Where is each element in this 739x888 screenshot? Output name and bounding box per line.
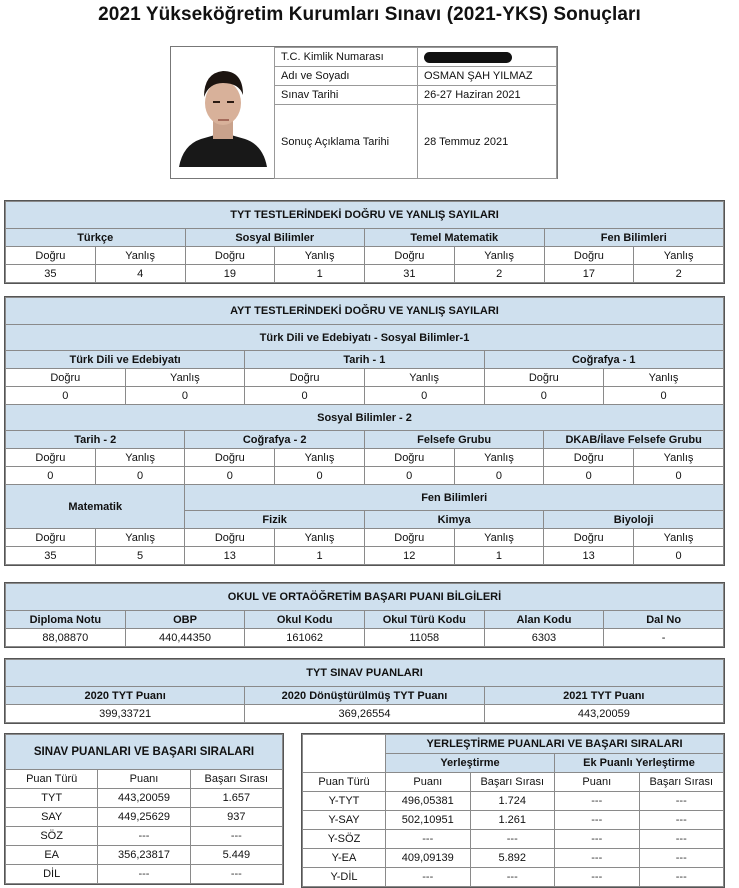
okul-section <box>4 582 725 648</box>
puan-value: 496,05381 <box>386 792 471 811</box>
tyt-puan-header: 2020 Dönüştürülmüş TYT Puanı <box>245 687 484 705</box>
ek-puan-value: --- <box>555 868 640 887</box>
tyt-test-name: Sosyal Bilimler <box>185 229 365 247</box>
tyt-puan-header: 2020 TYT Puanı <box>6 687 245 705</box>
yanlis-label: Yanlış <box>275 247 365 265</box>
matematik-label: Matematik <box>6 485 185 529</box>
basari-sirasi: --- <box>470 830 555 849</box>
candidate-photo <box>171 47 275 178</box>
ayt-test-name: Coğrafya - 2 <box>185 431 364 449</box>
yanlis-value: 5 <box>95 547 185 565</box>
puan-value: --- <box>98 865 190 884</box>
okul-header: OBP <box>125 611 245 629</box>
basari-sirasi: 5.449 <box>190 846 282 865</box>
dogru-value: 0 <box>185 467 275 485</box>
okul-value: 6303 <box>484 629 604 647</box>
tc-label: T.C. Kimlik Numarası <box>275 48 418 67</box>
dogru-label: Doğru <box>185 247 275 265</box>
yanlis-label: Yanlış <box>275 529 365 547</box>
yanlis-label: Yanlış <box>95 449 185 467</box>
puan-value: --- <box>386 868 471 887</box>
blank-corner <box>303 735 386 773</box>
ayt-test-name: Türk Dili ve Edebiyatı <box>6 351 245 369</box>
dogru-value: 0 <box>6 467 96 485</box>
candidate-info <box>170 46 558 179</box>
dogru-label: Doğru <box>544 247 634 265</box>
dogru-value: 13 <box>185 547 275 565</box>
dogru-label: Doğru <box>6 529 96 547</box>
okul-value: 161062 <box>245 629 365 647</box>
ayt-test-name: Kimya <box>364 511 543 529</box>
dogru-value: 13 <box>544 547 634 565</box>
ek-basari-sirasi: --- <box>639 792 724 811</box>
dogru-value: 0 <box>484 387 604 405</box>
okul-header: Okul Kodu <box>245 611 365 629</box>
yanlis-label: Yanlış <box>634 529 724 547</box>
result-date-label: Sonuç Açıklama Tarihi <box>275 105 418 179</box>
yanlis-value: 1 <box>454 547 544 565</box>
ek-basari-sirasi: --- <box>639 849 724 868</box>
puan-turu: TYT <box>6 789 98 808</box>
yanlis-label: Yanlış <box>95 247 185 265</box>
okul-header: Okul Türü Kodu <box>364 611 484 629</box>
result-date-value: 28 Temmuz 2021 <box>418 105 557 179</box>
puan-value: 356,23817 <box>98 846 190 865</box>
sinav-puan-col: Başarı Sırası <box>190 770 282 789</box>
yerlestirme-col: Başarı Sırası <box>639 773 724 792</box>
dogru-label: Doğru <box>544 529 634 547</box>
yanlis-value: 0 <box>275 467 365 485</box>
fen-title: Fen Bilimleri <box>185 485 724 511</box>
dogru-value: 0 <box>6 387 126 405</box>
puan-value: 502,10951 <box>386 811 471 830</box>
yanlis-value: 0 <box>364 387 484 405</box>
yanlis-label: Yanlış <box>634 247 724 265</box>
dogru-label: Doğru <box>6 449 96 467</box>
dogru-label: Doğru <box>484 369 604 387</box>
yerlestirme-col: Puanı <box>386 773 471 792</box>
basari-sirasi: --- <box>190 827 282 846</box>
exam-date-value: 26-27 Haziran 2021 <box>418 86 557 105</box>
sinav-puan-col: Puanı <box>98 770 190 789</box>
exam-date-label: Sınav Tarihi <box>275 86 418 105</box>
yanlis-label: Yanlış <box>454 247 544 265</box>
yerlestirme-section <box>301 733 725 888</box>
yanlis-value: 2 <box>634 265 724 283</box>
ek-puanli-group: Ek Puanlı Yerleştirme <box>555 754 724 773</box>
yanlis-label: Yanlış <box>364 369 484 387</box>
okul-header: Diploma Notu <box>6 611 126 629</box>
basari-sirasi: 1.261 <box>470 811 555 830</box>
yanlis-value: 2 <box>454 265 544 283</box>
tyt-test-name: Türkçe <box>6 229 186 247</box>
ayt-test-name: DKAB/İlave Felsefe Grubu <box>544 431 724 449</box>
puan-turu: Y-DİL <box>303 868 386 887</box>
dogru-label: Doğru <box>245 369 365 387</box>
sinav-puan-section <box>4 733 284 885</box>
okul-value: 88,08870 <box>6 629 126 647</box>
puan-turu: SÖZ <box>6 827 98 846</box>
yanlis-value: 0 <box>125 387 245 405</box>
ek-puan-value: --- <box>555 849 640 868</box>
basari-sirasi: 1.657 <box>190 789 282 808</box>
tyt-puan-section <box>4 658 725 724</box>
sos2-title: Sosyal Bilimler - 2 <box>6 405 724 431</box>
yanlis-value: 0 <box>95 467 185 485</box>
dogru-label: Doğru <box>6 369 126 387</box>
yanlis-value: 0 <box>454 467 544 485</box>
okul-value: 11058 <box>364 629 484 647</box>
tyt-results-section <box>4 200 725 284</box>
dogru-label: Doğru <box>185 529 275 547</box>
tyt-puan-title: TYT SINAV PUANLARI <box>6 660 724 687</box>
puan-value: 409,09139 <box>386 849 471 868</box>
dogru-value: 35 <box>6 547 96 565</box>
ayt-test-name: Biyoloji <box>544 511 724 529</box>
ek-puan-value: --- <box>555 830 640 849</box>
puan-value: --- <box>386 830 471 849</box>
name-value: OSMAN ŞAH YILMAZ <box>418 67 557 86</box>
dogru-value: 0 <box>245 387 365 405</box>
yerlestirme-col: Başarı Sırası <box>470 773 555 792</box>
yanlis-label: Yanlış <box>275 449 365 467</box>
ayt-test-name: Coğrafya - 1 <box>484 351 724 369</box>
dogru-value: 0 <box>364 467 454 485</box>
dogru-value: 17 <box>544 265 634 283</box>
okul-header: Alan Kodu <box>484 611 604 629</box>
yanlis-label: Yanlış <box>125 369 245 387</box>
puan-turu: Y-EA <box>303 849 386 868</box>
dogru-value: 0 <box>544 467 634 485</box>
sinav-puan-title: SINAV PUANLARI VE BAŞARI SIRALARI <box>6 735 283 770</box>
yanlis-value: 0 <box>634 467 724 485</box>
tyt-test-name: Temel Matematik <box>365 229 545 247</box>
yanlis-label: Yanlış <box>604 369 724 387</box>
ayt-test-name: Fizik <box>185 511 364 529</box>
dogru-label: Doğru <box>365 247 455 265</box>
puan-turu: DİL <box>6 865 98 884</box>
page-title: 2021 Yükseköğretim Kurumları Sınavı (2021-YKS) Sonuçları <box>98 4 641 25</box>
tyt-title: TYT TESTLERİNDEKİ DOĞRU VE YANLIŞ SAYILARI <box>6 202 724 229</box>
dogru-value: 31 <box>365 265 455 283</box>
puan-turu: Y-SAY <box>303 811 386 830</box>
okul-value: - <box>604 629 724 647</box>
ek-basari-sirasi: --- <box>639 868 724 887</box>
puan-value: --- <box>98 827 190 846</box>
okul-header: Dal No <box>604 611 724 629</box>
puan-turu: Y-SÖZ <box>303 830 386 849</box>
yanlis-value: 0 <box>604 387 724 405</box>
yanlis-value: 0 <box>634 547 724 565</box>
ayt-test-name: Tarih - 1 <box>245 351 484 369</box>
yanlis-label: Yanlış <box>95 529 185 547</box>
okul-value: 440,44350 <box>125 629 245 647</box>
yanlis-value: 1 <box>275 265 365 283</box>
yerlestirme-group: Yerleştirme <box>386 754 555 773</box>
ayt-title: AYT TESTLERİNDEKİ DOĞRU VE YANLIŞ SAYILARI <box>6 298 724 325</box>
ayt-results-section <box>4 296 725 566</box>
yanlis-label: Yanlış <box>634 449 724 467</box>
tde-title: Türk Dili ve Edebiyatı - Sosyal Bilimler-1 <box>6 325 724 351</box>
tyt-puan-value: 443,20059 <box>484 705 723 723</box>
puan-turu: Y-TYT <box>303 792 386 811</box>
basari-sirasi: 1.724 <box>470 792 555 811</box>
dogru-label: Doğru <box>185 449 275 467</box>
puan-value: 443,20059 <box>98 789 190 808</box>
ek-basari-sirasi: --- <box>639 811 724 830</box>
okul-title: OKUL VE ORTAÖĞRETİM BAŞARI PUANI BİLGİLERİ <box>6 584 724 611</box>
puan-value: 449,25629 <box>98 808 190 827</box>
yanlis-value: 1 <box>275 547 365 565</box>
dogru-label: Doğru <box>364 449 454 467</box>
dogru-value: 35 <box>6 265 96 283</box>
tyt-puan-value: 399,33721 <box>6 705 245 723</box>
ayt-test-name: Felsefe Grubu <box>364 431 543 449</box>
dogru-value: 12 <box>364 547 454 565</box>
basari-sirasi: 5.892 <box>470 849 555 868</box>
dogru-label: Doğru <box>544 449 634 467</box>
ek-basari-sirasi: --- <box>639 830 724 849</box>
sinav-puan-col: Puan Türü <box>6 770 98 789</box>
yanlis-label: Yanlış <box>454 449 544 467</box>
basari-sirasi: 937 <box>190 808 282 827</box>
tyt-puan-value: 369,26554 <box>245 705 484 723</box>
yanlis-label: Yanlış <box>454 529 544 547</box>
yanlis-value: 4 <box>95 265 185 283</box>
tyt-puan-header: 2021 TYT Puanı <box>484 687 723 705</box>
yerlestirme-col: Puanı <box>555 773 640 792</box>
puan-turu: EA <box>6 846 98 865</box>
dogru-value: 19 <box>185 265 275 283</box>
yerlestirme-col: Puan Türü <box>303 773 386 792</box>
tc-value <box>418 48 557 67</box>
redacted-mark <box>424 52 512 63</box>
puan-turu: SAY <box>6 808 98 827</box>
basari-sirasi: --- <box>190 865 282 884</box>
name-label: Adı ve Soyadı <box>275 67 418 86</box>
dogru-label: Doğru <box>6 247 96 265</box>
ek-puan-value: --- <box>555 792 640 811</box>
ayt-test-name: Tarih - 2 <box>6 431 185 449</box>
yerlestirme-title: YERLEŞTİRME PUANLARI VE BAŞARI SIRALARI <box>386 735 724 754</box>
dogru-label: Doğru <box>364 529 454 547</box>
basari-sirasi: --- <box>470 868 555 887</box>
tyt-test-name: Fen Bilimleri <box>544 229 724 247</box>
ek-puan-value: --- <box>555 811 640 830</box>
